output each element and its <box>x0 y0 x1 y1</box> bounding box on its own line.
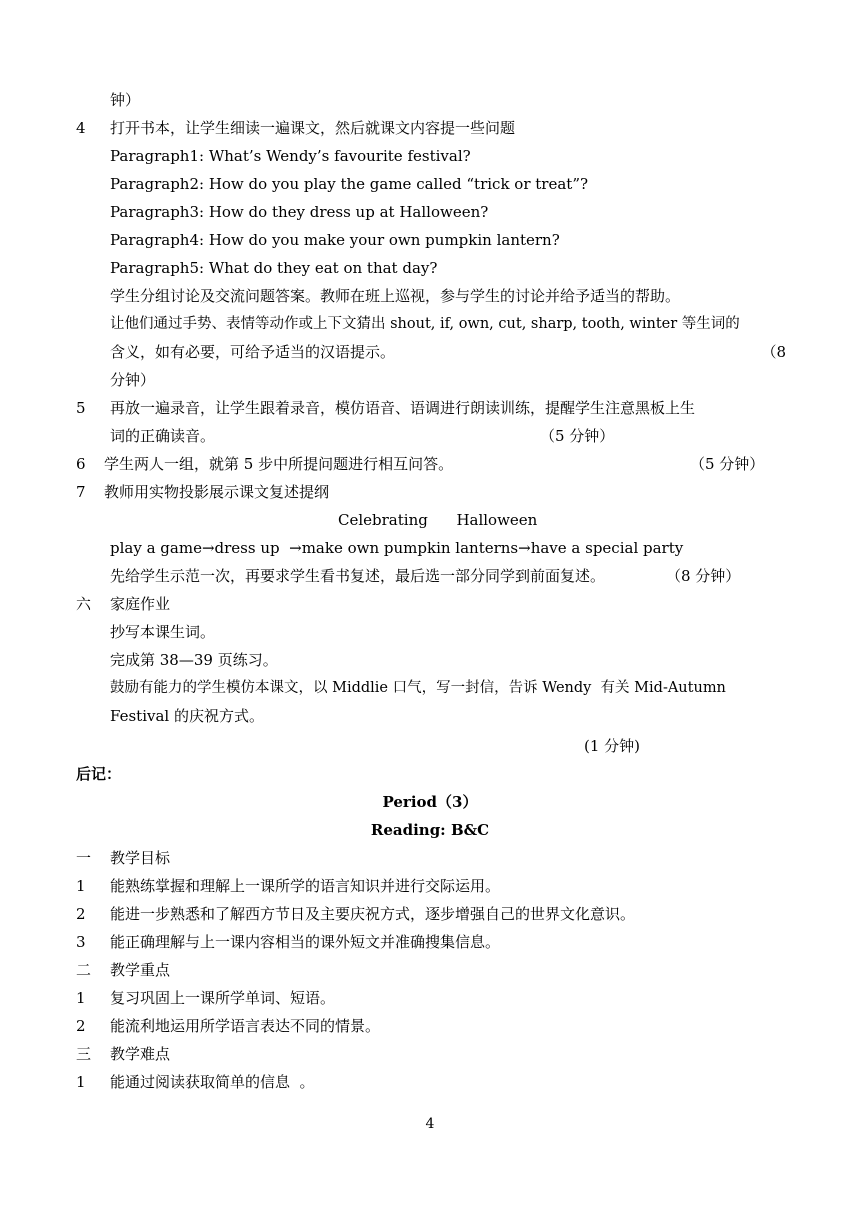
section-number: 三 <box>76 1045 92 1063</box>
item-number: 1 <box>76 877 86 895</box>
text-line: 打开书本，让学生细读一遍课文，然后就课文内容提一些问题 <box>110 119 516 137</box>
text-line: 分钟） <box>110 371 156 389</box>
question-line: Paragraph4: How do you make your own pumpkin lantern? <box>110 231 560 249</box>
time-note: (1 分钟) <box>584 737 641 755</box>
item-number: 1 <box>76 989 86 1007</box>
section-number: 一 <box>76 849 92 867</box>
item-number: 6 <box>76 455 86 473</box>
text-line: 词的正确读音。 <box>110 427 216 445</box>
item-number: 2 <box>76 1017 86 1035</box>
question-line: Paragraph1: What’s Wendy’s favourite festival? <box>110 147 471 165</box>
text-line: 鼓励有能力的学生模仿本课文，以 Middlie 口气，写一封信，告诉 Wendy 有关 Mid-Autumn <box>110 680 726 696</box>
text-line: 抄写本课生词。 <box>110 623 216 641</box>
text-line: 能熟练掌握和理解上一课所学的语言知识并进行交际运用。 <box>110 877 501 895</box>
lesson-title: Reading: B&C <box>370 821 490 839</box>
text-line: 能正确理解与上一课内容相当的课外短文并准确搜集信息。 <box>110 933 501 951</box>
text-line: 能进一步熟悉和了解西方节日及主要庆祝方式，逐步增强自己的世界文化意识。 <box>110 905 636 923</box>
period-title: Period（3） <box>382 793 478 811</box>
time-note: （5 分钟） <box>690 455 765 473</box>
time-note: （8 分钟） <box>666 567 741 585</box>
postscript-label: 后记： <box>76 765 122 783</box>
question-line: Paragraph3: How do they dress up at Halloween? <box>110 203 489 221</box>
item-number: 7 <box>76 483 86 501</box>
outline-line: play a game→dress up →make own pumpkin lanterns→have a special party <box>110 539 684 557</box>
item-number: 5 <box>76 399 86 417</box>
text-line: Festival 的庆祝方式。 <box>110 707 264 725</box>
text-line: 复习巩固上一课所学单词、短语。 <box>110 989 336 1007</box>
section-heading: 教学难点 <box>110 1045 171 1063</box>
item-number: 3 <box>76 933 86 951</box>
question-line: Paragraph2: How do you play the game called “trick or treat”? <box>110 175 589 193</box>
time-note: （8 <box>761 343 786 361</box>
text-line: 完成第 38—39 页练习。 <box>110 651 278 669</box>
text-line: 教师用实物投影展示课文复述提纲 <box>104 483 330 501</box>
outline-title: Celebrating Halloween <box>338 511 538 529</box>
text-line: 学生分组讨论及交流问题答案。教师在班上巡视，参与学生的讨论并给予适当的帮助。 <box>110 287 681 305</box>
item-number: 1 <box>76 1073 86 1091</box>
item-number: 4 <box>76 119 86 137</box>
text-line: 能通过阅读获取简单的信息 。 <box>110 1073 315 1091</box>
section-number: 六 <box>76 595 92 613</box>
question-line: Paragraph5: What do they eat on that day? <box>110 259 438 277</box>
text-line: 含义，如有必要，可给予适当的汉语提示。 <box>110 343 396 361</box>
text-line: 再放一遍录音，让学生跟着录音，模仿语音、语调进行朗读训练，提醒学生注意黑板上生 <box>110 399 696 417</box>
text-line: 让他们通过手势、表情等动作或上下文猜出 shout, if, own, cut, sharp, tooth, winter 等生词的 <box>110 316 740 332</box>
text-line: 能流利地运用所学语言表达不同的情景。 <box>110 1017 381 1035</box>
text-line: 钟） <box>110 91 141 109</box>
section-heading: 家庭作业 <box>110 595 171 613</box>
section-heading: 教学目标 <box>110 849 171 867</box>
item-number: 2 <box>76 905 86 923</box>
page-number: 4 <box>425 1116 435 1132</box>
section-number: 二 <box>76 961 92 979</box>
time-note: （5 分钟） <box>540 427 615 445</box>
text-line: 先给学生示范一次，再要求学生看书复述，最后选一部分同学到前面复述。 <box>110 567 606 585</box>
section-heading: 教学重点 <box>110 961 171 979</box>
text-line: 学生两人一组，就第 5 步中所提问题进行相互问答。 <box>104 455 454 473</box>
